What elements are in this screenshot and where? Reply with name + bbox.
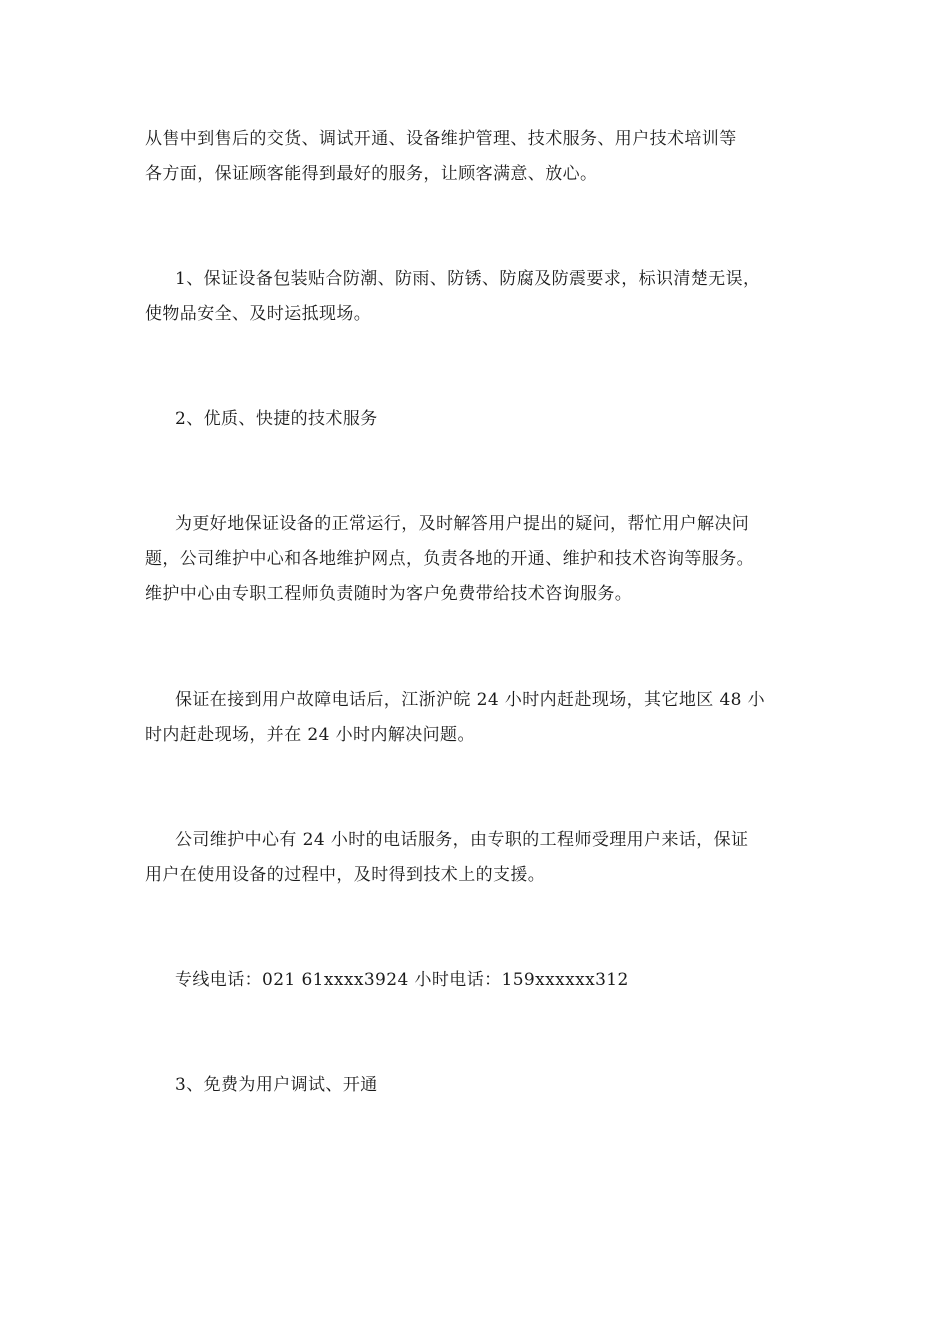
- paragraph-service-scope: [145, 122, 810, 192]
- text-line: 用户在使用设备的过程中，及时得到技术上的支援。: [145, 865, 546, 885]
- paragraph-response-time: [145, 683, 810, 753]
- text-line: 保证在接到用户故障电话后，江浙沪皖 24 小时内赶赴现场，其它地区 48 小: [175, 690, 766, 710]
- text-line: 各方面，保证顾客能得到最好的服务，让顾客满意、放心。: [145, 164, 598, 184]
- text-line: 使物品安全、及时运抵现场。: [145, 304, 372, 324]
- paragraph-hotline: [145, 963, 810, 998]
- text-line: 为更好地保证设备的正常运行，及时解答用户提出的疑问，帮忙用户解决问: [175, 514, 750, 534]
- paragraph-packaging: [145, 262, 810, 332]
- section-heading-tech-service: [145, 402, 810, 437]
- text-line: 题，公司维护中心和各地维护网点，负责各地的开通、维护和技术咨询等服务。: [145, 549, 754, 569]
- paragraph-phone-service: [145, 823, 810, 893]
- text-line: 1、保证设备包装贴合防潮、防雨、防锈、防腐及防震要求，标识清楚无误，: [175, 269, 761, 289]
- text-line: 维护中心由专职工程师负责随时为客户免费带给技术咨询服务。: [145, 584, 633, 604]
- text-line: 2、优质、快捷的技术服务: [175, 409, 378, 429]
- text-line: 公司维护中心有 24 小时的电话服务，由专职的工程师受理用户来话，保证: [175, 830, 749, 850]
- text-line: 时内赶赴现场，并在 24 小时内解决问题。: [145, 725, 475, 745]
- text-line: 从售中到售后的交货、调试开通、设备维护管理、技术服务、用户技术培训等: [145, 129, 737, 149]
- text-line: 专线电话：021 61xxxx3924 小时电话：159xxxxxx312: [175, 970, 629, 990]
- section-heading-free-setup: [145, 1068, 810, 1103]
- text-line: 3、免费为用户调试、开通: [175, 1075, 378, 1095]
- paragraph-maintenance-center: [145, 507, 810, 612]
